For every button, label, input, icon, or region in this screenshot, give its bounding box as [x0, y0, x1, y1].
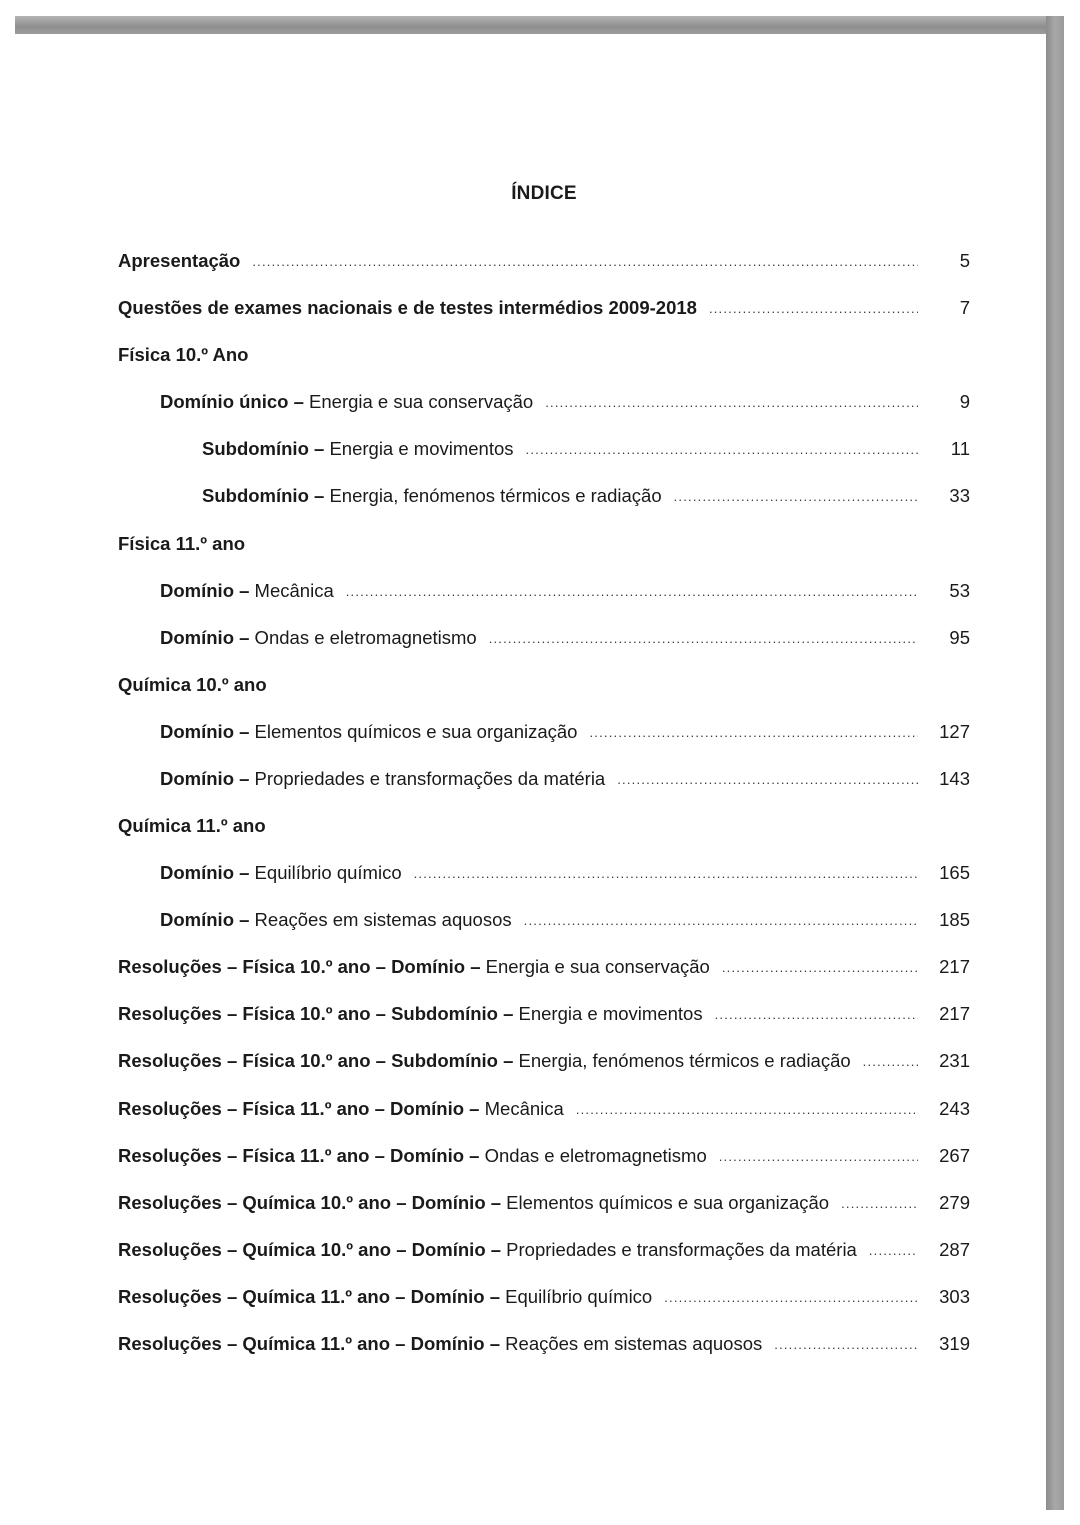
toc-entry-bold-part: Resoluções – Física 10.º ano – Subdomínio –: [118, 1050, 514, 1071]
toc-entry-label: [118, 250, 240, 272]
dot-leader: [709, 301, 918, 316]
dot-leader: [774, 1337, 918, 1352]
toc-entry[interactable]: [118, 909, 970, 939]
toc-entry-text: Energia e movimentos: [324, 438, 514, 459]
toc-entry-bold-part: Física 10.º Ano: [118, 344, 249, 365]
toc-entry-bold-part: Domínio –: [160, 768, 250, 789]
toc-entry-label: [118, 533, 245, 555]
dot-leader: [414, 866, 918, 881]
dot-leader: [863, 1054, 918, 1069]
toc-entry[interactable]: [118, 250, 970, 280]
toc-entry-text: Elementos químicos e sua organização: [501, 1192, 830, 1213]
dot-leader: [869, 1243, 918, 1258]
toc-entry[interactable]: [118, 627, 970, 657]
toc-entry[interactable]: [118, 1286, 970, 1316]
toc-section-heading: [118, 533, 970, 563]
dot-leader: [589, 725, 918, 740]
toc-entry-label: [160, 721, 577, 743]
toc-entry-text: Propriedades e transformações da matéria: [249, 768, 606, 789]
toc-entry-bold-part: Subdomínio –: [202, 438, 325, 459]
toc-entry-label: [118, 1098, 564, 1120]
toc-entry-bold-part: Resoluções – Física 11.º ano – Domínio –: [118, 1145, 480, 1166]
page-number: 9: [959, 391, 970, 412]
toc-entry[interactable]: [118, 438, 970, 468]
toc-entry-label: [202, 485, 662, 507]
page-number: 127: [939, 721, 970, 742]
dot-leader: [841, 1196, 918, 1211]
toc-entry[interactable]: [118, 1192, 970, 1222]
toc-entry-label: [160, 862, 402, 884]
dot-leader: [526, 442, 918, 457]
toc-entry-label: [202, 438, 514, 460]
toc-entry-text: Energia e sua conservação: [480, 956, 710, 977]
toc-entry-bold-part: Resoluções – Química 11.º ano – Domínio –: [118, 1333, 501, 1354]
toc-entry-label: [118, 956, 710, 978]
page-number: 185: [939, 909, 970, 930]
page-number: 11: [950, 438, 970, 459]
dot-leader: [489, 631, 918, 646]
dot-leader: [617, 772, 918, 787]
toc-entry-bold-part: Resoluções – Química 11.º ano – Domínio –: [118, 1286, 501, 1307]
toc-entry-label: [118, 344, 248, 366]
toc-entry-text: Elementos químicos e sua organização: [249, 721, 578, 742]
toc-entry-bold-part: Domínio –: [160, 721, 250, 742]
page-number: 95: [949, 627, 970, 648]
toc-entry-text: Reações em sistemas aquosos: [500, 1333, 763, 1354]
toc-entry-text: Energia e movimentos: [513, 1003, 703, 1024]
toc-entry-bold-part: Química 11.º ano: [118, 815, 266, 836]
toc-entry[interactable]: [118, 1333, 970, 1363]
toc-entry-bold-part: Subdomínio –: [202, 485, 325, 506]
page-number: 5: [959, 250, 970, 271]
toc-entry-text: Energia, fenómenos térmicos e radiação: [324, 485, 662, 506]
toc-entry[interactable]: [118, 1239, 970, 1269]
toc-entry-bold-part: Química 10.º ano: [118, 674, 267, 695]
page-number: 287: [939, 1239, 970, 1260]
toc-entry[interactable]: [118, 391, 970, 421]
scan-frame-right-border: [1046, 16, 1064, 1510]
page-number: 231: [939, 1050, 970, 1071]
toc-entry-text: Energia e sua conservação: [303, 391, 534, 412]
toc-section-heading: [118, 344, 970, 374]
toc-entry-label: [118, 297, 697, 319]
page-number: 143: [939, 768, 970, 789]
page-number: 217: [939, 1003, 970, 1024]
toc-entry-bold-part: Resoluções – Química 10.º ano – Domínio –: [118, 1192, 502, 1213]
page-number: 279: [939, 1192, 970, 1213]
toc-entry-label: [160, 391, 533, 413]
toc-entry[interactable]: [118, 1145, 970, 1175]
page-title: ÍNDICE: [511, 183, 577, 204]
toc-entry-text: Propriedades e transformações da matéria: [501, 1239, 857, 1260]
dot-leader: [722, 960, 918, 975]
toc-entry-text: Energia, fenómenos térmicos e radiação: [513, 1050, 851, 1071]
toc-entry-text: Equilíbrio químico: [500, 1286, 653, 1307]
dot-leader: [576, 1102, 918, 1117]
toc-entry-label: [118, 1333, 762, 1355]
toc-entry[interactable]: [118, 1050, 970, 1080]
toc-entry-text: Reações em sistemas aquosos: [249, 909, 512, 930]
toc-entry-text: Equilíbrio químico: [249, 862, 402, 883]
toc-entry-bold-part: Resoluções – Física 11.º ano – Domínio –: [118, 1098, 480, 1119]
page-number: 243: [939, 1098, 970, 1119]
toc-entry-label: [118, 1050, 851, 1072]
toc-entry-label: [118, 1239, 857, 1261]
toc-entry[interactable]: [118, 1098, 970, 1128]
toc-entry-label: [160, 627, 477, 649]
toc-entry-label: [160, 909, 512, 931]
toc-entry-bold-part: Domínio –: [160, 862, 250, 883]
dot-leader: [664, 1290, 918, 1305]
toc-entry[interactable]: [118, 297, 970, 327]
dot-leader: [545, 395, 918, 410]
toc-section-heading: [118, 815, 970, 845]
toc-entry-label: [160, 768, 605, 790]
toc-entry-text: Mecânica: [479, 1098, 564, 1119]
toc-entry[interactable]: [118, 956, 970, 986]
dot-leader: [719, 1149, 918, 1164]
dot-leader: [524, 913, 918, 928]
dot-leader: [674, 489, 918, 504]
toc-entry[interactable]: [118, 721, 970, 751]
page-number: 267: [939, 1145, 970, 1166]
toc-entry-bold-part: Domínio –: [160, 580, 250, 601]
toc-entry-label: [118, 1145, 707, 1167]
page-number: 165: [939, 862, 970, 883]
toc-entry[interactable]: [118, 862, 970, 892]
toc-entry[interactable]: [118, 485, 970, 515]
toc-entry-label: [118, 1192, 829, 1214]
toc-entry-label: [118, 674, 267, 696]
page-number: 303: [939, 1286, 970, 1307]
toc-entry-label: [118, 1286, 652, 1308]
toc-entry-label: [160, 580, 334, 602]
toc-entry[interactable]: [118, 580, 970, 610]
toc-entry-bold-part: Resoluções – Química 10.º ano – Domínio –: [118, 1239, 502, 1260]
toc-entry-bold-part: Domínio –: [160, 627, 250, 648]
toc-entry-bold-part: Questões de exames nacionais e de testes intermédios 2009-2018: [118, 297, 697, 318]
dot-leader: [252, 254, 918, 269]
toc-entry[interactable]: [118, 1003, 970, 1033]
toc-entry-bold-part: Resoluções – Física 10.º ano – Domínio –: [118, 956, 481, 977]
toc-entry-text: Ondas e eletromagnetismo: [479, 1145, 707, 1166]
toc-section-heading: [118, 674, 970, 704]
page-number: 217: [939, 956, 970, 977]
page-number: 7: [959, 297, 970, 318]
dot-leader: [346, 584, 918, 599]
toc-entry-label: [118, 815, 266, 837]
toc-entry-text: Ondas e eletromagnetismo: [249, 627, 477, 648]
toc-entry-bold-part: Resoluções – Física 10.º ano – Subdomínio –: [118, 1003, 514, 1024]
toc-entry-bold-part: Domínio único –: [160, 391, 304, 412]
page-number: 319: [939, 1333, 970, 1354]
toc-entry-bold-part: Domínio –: [160, 909, 250, 930]
page-number: 53: [949, 580, 970, 601]
toc-entry-bold-part: Apresentação: [118, 250, 241, 271]
toc-entry-bold-part: Física 11.º ano: [118, 533, 246, 554]
scan-frame-top-border: [15, 16, 1064, 34]
toc-entry[interactable]: [118, 768, 970, 798]
toc-entry-label: [118, 1003, 703, 1025]
dot-leader: [715, 1007, 918, 1022]
page-number: 33: [949, 485, 970, 506]
toc-entry-text: Mecânica: [249, 580, 334, 601]
